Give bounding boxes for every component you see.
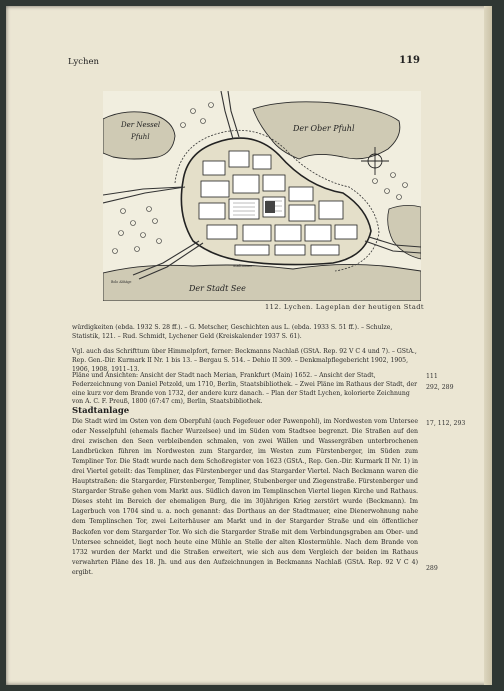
label-small-left: Bolo Abhäge <box>111 280 132 284</box>
label-small-mid: Stadtmauer <box>233 264 253 268</box>
page-number: 119 <box>399 55 420 66</box>
label-nesselpfuhl: Der Nessel <box>121 121 161 129</box>
figure-caption: 112. Lychen. Lageplan der heutigen Stadt <box>264 303 424 311</box>
label-stadtsee: Der Stadt See <box>189 284 246 293</box>
book-page <box>6 6 492 685</box>
margin-ref-1: 111 <box>426 373 438 380</box>
label-oberpfuhl: Der Ober Pfuhl <box>293 124 355 133</box>
section-heading: Stadtanlage <box>72 406 130 416</box>
town-plan-drawing <box>103 91 421 301</box>
sources-text-3: Pläne und Ansichten: Ansicht der Stadt nach Merian, Frankfurt (Main) 1652. – Ansicht der Stadt, Federzeichnung von Daniel Petzold, um 1710, Berlin, Staatsbibliothek. – Zwei Pläne im Rathaus der Stadt, der eine kurz vor dem Brande von 1732, der andere kurz danach. – Plan der Stadt Lychen, kolorierte Zeichnung von A. C. F. Preuß, 1800 (67:47 cm), Berlin, Staatsbibliothek. <box>72 372 418 406</box>
label-pfuhl: Pfuhl <box>131 133 150 141</box>
running-title: Lychen <box>68 57 100 67</box>
stadtsee-lake <box>103 264 421 301</box>
sources-text-2: Vgl. auch das Schrifttum über Himmelpfort, ferner: Beckmanns Nachlaß (GStA. Rep. 92 V C 4 und 7). – GStA., Rep. Gen.-Dir. Kurmark II Nr. 1 bis 13. – Bergau S. 514. – Dehio II 309. – Denkmalpflegebericht 1902, 1905, 1906, 1908, 1911–13. <box>72 348 417 373</box>
sources-paragraph-1 <box>72 324 418 345</box>
town-plan-figure <box>103 91 421 301</box>
margin-ref-4: 289 <box>426 565 438 572</box>
section-body: Die Stadt wird im Osten von dem Oberpfuhl (auch Fegefeuer oder Pawenpohl), im Nordwesten vom Untersee oder Nesselpfuhl (ehemals flacher Wurzelsee) und im Süden vom Stadtsee begrenzt. Die Straßen auf den drei zwischen den Seen verbleibenden schmalen, von zwei Wällen und Wassergräben unterbrochenen Landbrücken führen im Nordwesten zum Stargarder, im Westen zum Fürstenberger, im Süden zum Templiner Tor. Die Stadt wurde nach dem Schoßregister von 1623 (GStA., Rep. Gen.-Dir. Kurmark II Nr. 1) in drei Viertel geteilt: das Templiner, das Fürstenberger und das Stargarder Viertel. Nach Beckmann waren die Hauptstraßen: die Stargarder, Fürstenberger, Templiner, Stubenberger und Ziegenstraße. Fürstenberger und Stargarder Straße gehen vom Markt aus. Südlich davon im Templinschen Viertel liegen Kirche und Rathaus. Dieses steht im Bereich der ehemaligen Burg, die im 30jährigen Krieg zerstört wurde (Beckmann). Im Lagerbuch von 1704 sind u. a. noch genannt: das Dorthaus an der Stadtmauer, eine Dienerwohnung nahe dem Templinschen Tor, zwei Leiterhäuser am Markt und in der Stargarder Straße und ein öffentlicher Backofen vor dem Stargarder Tor. Wo sich die Stargarder Straße mit dem Verbindungsgraben am Ober- und Untersee schneidet, liegt noch heute eine Mühle an Stelle der alten Klostermühle. Nach dem Brande von 1732 wurden der Markt und die Straßen erweitert, wie sich aus dem Vergleich der beiden im Rathaus verwahrten Pläne des 18. Jh. und aus den Aufzeichnungen in Beckmanns Nachlaß (GStA. Rep. 92 V C 4) ergibt. <box>72 418 418 576</box>
margin-ref-2: 292, 289 <box>426 384 454 391</box>
sources-text-1: würdigkeiten (ebda. 1932 S. 28 ff.). – G. Metscher, Geschichten aus L. (ebda. 1933 S. 51 ff.). – Schulze, Statistik, 121. – Rud. Schmidt, Lychener Geld (Kreiskalender 1937 S. 61). <box>72 324 393 340</box>
sources-paragraph-3 <box>72 372 418 410</box>
church <box>265 201 275 213</box>
page-edge <box>484 6 492 685</box>
margin-ref-3: 17, 112, 293 <box>426 420 466 427</box>
